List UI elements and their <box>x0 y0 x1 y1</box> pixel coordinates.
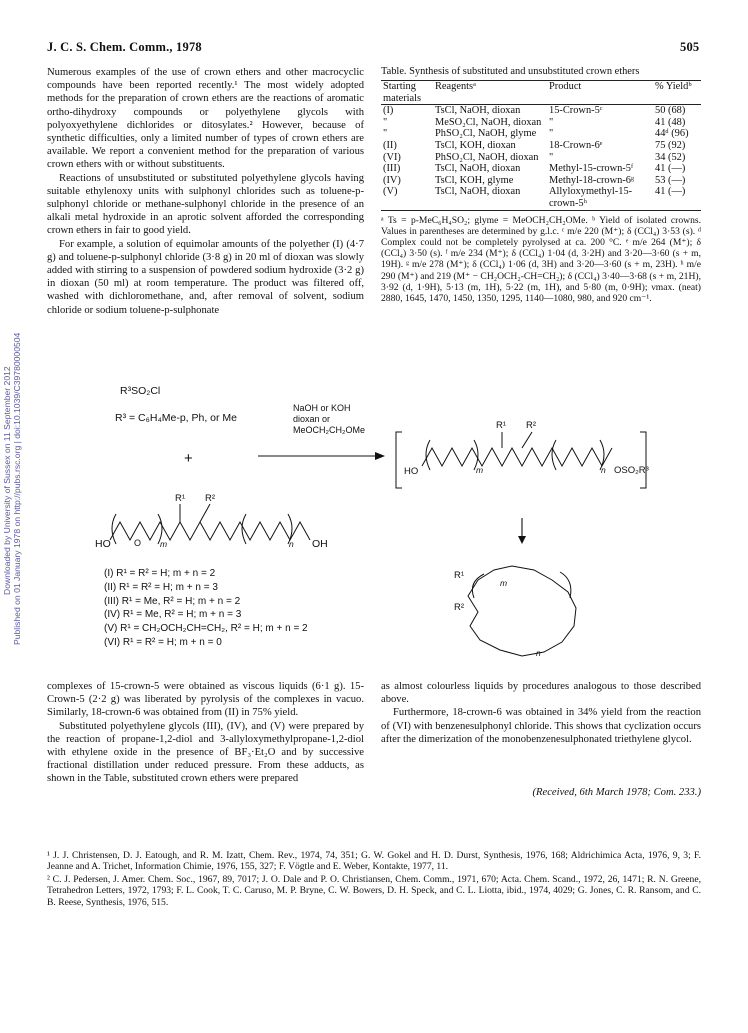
table-cell: 41 (—) <box>655 163 686 175</box>
header-cell: Product <box>549 81 582 92</box>
table-cell: Allyloxymethyl-15-crown-5ʰ <box>549 186 633 209</box>
table-cell: PhSO₂Cl, NaOH, glyme <box>435 128 537 140</box>
intermediate-oso2r3-label: OSO₂R³ <box>614 465 649 476</box>
table-cell: " <box>549 151 554 163</box>
table-row <box>381 117 701 129</box>
table-cell: " <box>383 116 388 128</box>
table-cell: 41 (—) <box>655 186 686 198</box>
received-date: (Received, 6th March 1978; Com. 233.) <box>532 787 701 799</box>
example-paragraph: For example, a solution of equimolar amounts of the polyether (I) (4·7 g) and toluene-p-sulphonyl chloride (3·8 g) in 20 ml of dioxan was slowly added with stirring to a suspension of powdered sodium hydroxide (3·2 g) in dioxan (50 ml) at room temperature. The product was filtered off, washed with dichloromethane, and, after removal of solvent, sodium chloride or sodium toluene-p-sulphonate <box>47 238 364 316</box>
table-cell: Methyl-18-crown-6ᵍ <box>549 174 635 186</box>
pyrolysis-paragraph: complexes of 15-crown-5 were obtained as viscous liquids (6·1 g). 15-Crown-5 (2·2 g) was liberated by pyrolysis of the complexes in vacuo. Similarly, 18-crown-6 was obtained from (II) in 75% yield. <box>47 681 364 719</box>
download-note-line2: Published on 01 January 1978 on http://pubs.rsc.org | doi:10.1039/C39780000504 <box>12 332 22 645</box>
substituted-paragraph: Substituted polyethylene glycols (III), (IV), and (V) were prepared by the reaction of propane-1,2-diol and 3-allyloxymethylpropane-1,2-diol with ethylene oxide in the presence of BF₃·Et₂O and by successive fractional distillation under reduced pressure. From these adducts, as shown in the Table, substituted crown ethers were prepared <box>47 720 364 785</box>
diol-oxygen: O <box>134 538 142 548</box>
table-cell: " <box>549 128 554 140</box>
results-table-block <box>381 66 701 304</box>
compound-list <box>104 567 308 650</box>
method-paragraph: Reactions of unsubstituted or substituted polyethylene glycols having suitable ethylenoxy units with sulphonyl chlorides such as toluene-p-sulphonyl chloride or methane-sulphonyl chloride in the presence of an alkali metal hydroxide in an aprotic solvent afforded the corresponding crown ethers in fair to good yield. <box>47 172 364 237</box>
reference-1: ¹ J. J. Christensen, D. J. Eatough, and R. M. Izatt, Chem. Rev., 1974, 74, 351; G. W. Gokel and H. D. Durst, Synthesis, 1976, 168; Aldrichimica Acta, 1976, 9, 3; F. Jeanne and A. Trichet, Information Chimie, 1976, 155, 327; F. Vögtle and E. Weber, Kontakte, 1977, 11. <box>47 850 701 873</box>
header-cell: % Yieldᵇ <box>655 81 692 92</box>
ring-n-label: n <box>536 648 541 658</box>
compound-vi: (VI) R¹ = R² = H; m + n = 0 <box>104 636 222 648</box>
table-cell: (III) <box>383 163 401 175</box>
compound-ii: (II) R¹ = R² = H; m + n = 3 <box>104 581 218 593</box>
intro-paragraph: Numerous examples of the use of crown ethers and other macrocyclic compounds have been reported recently.¹ The most widely adopted methods for the preparation of crown ethers are the reactions of aromatic ortho-dihydroxy compounds or polyethylene glycols with polyoxyethylene dichlorides or ditosylates.² However, because of synthetic difficulties, only a limited number of types of crown ethers are available. We report a convenient method for the preparation of various crown ethers with or without substituents. <box>47 67 364 171</box>
table-row <box>381 140 701 152</box>
bottom-right-text <box>381 680 701 799</box>
references <box>47 850 701 909</box>
diol-ho-label: HO <box>95 538 111 550</box>
diol-oh-label: OH <box>312 538 328 550</box>
page-number: 505 <box>680 40 700 54</box>
ring-m-label: m <box>500 578 508 588</box>
plus-sign: + <box>184 450 193 467</box>
table-footnotes: ᵃ Ts = p-MeC₆H₄SO₂; glyme = MeOCH₂CH₂OMe. ᵇ Yield of isolated crowns. Values in parentheses are determined by g.l.c. ᶜ m/e 220 (M⁺); δ (CCl₄) 3·53 (s). ᵈ Complex could not be completely pyrolysed at ca. 200 °C. ᵉ m/e 264 (M⁺); δ (CCl₄) 3·50 (s). ᶠ m/e 234 (M⁺); δ (CCl₄) 1·04 (d, 3·2H) and 3·20—3·60 (s + m, 19H). ᵍ m/e 278 (M⁺); δ (CCl₄) 1·06 (d, 3H) and 3·20—3·60 (s + m, 23H). ʰ m/e 290 (M⁺) and 219 (M⁺ − CH₂OCH₂-CH=CH₂); δ (CCl₄) 3·40—3·68 (s + m, 21H), 3·92 (d, 1·9H), 5·13 (m, 1H), 5·22 (m, 1H), and 5·80 (m, 0·9H); νmax. (neat) 2880, 1645, 1470, 1450, 1350, 1295, 1140—1080, 980, and 920 cm⁻¹. <box>381 214 701 304</box>
table-cell: 18-Crown-6ᵉ <box>549 139 603 151</box>
table-cell: 41 (48) <box>655 116 686 128</box>
procedure-paragraph: as almost colourless liquids by procedures analogous to those described above. <box>381 681 701 706</box>
table-cell: " <box>549 116 554 128</box>
table-cell: (V) <box>383 186 398 198</box>
table-cell: TsCl, NaOH, dioxan <box>435 163 521 175</box>
ring-r2-label: R² <box>454 602 465 613</box>
left-column-text <box>47 66 364 317</box>
table-cell: (II) <box>383 139 397 151</box>
intermediate-ho-label: HO <box>404 466 419 477</box>
table-header-row <box>381 81 701 105</box>
table-cell: 53 (—) <box>655 174 686 186</box>
table-row <box>381 105 701 117</box>
r3-definition: R³ = C₆H₄Me-p, Ph, or Me <box>115 412 238 424</box>
results-table <box>381 80 701 211</box>
download-note-line1: Downloaded by University of Sussex on 11 September 2012 <box>2 366 12 595</box>
journal-header: J. C. S. Chem. Comm., 1978 <box>47 40 202 54</box>
condition-line3: MeOCH₂CH₂OMe <box>293 425 365 435</box>
table-cell: (I) <box>383 105 394 117</box>
table-row <box>381 163 701 175</box>
table-cell: TsCl, KOH, glyme <box>435 174 514 186</box>
table-title: Table. Synthesis of substituted and unsubstituted crown ethers <box>381 66 640 77</box>
reaction-arrow <box>258 452 385 460</box>
table-row <box>381 186 701 210</box>
crown-ring-structure <box>468 566 576 656</box>
table-cell: 75 (92) <box>655 139 686 151</box>
intermediate-structure <box>396 432 646 488</box>
table-cell: (IV) <box>383 174 401 186</box>
table-cell: 34 (52) <box>655 151 686 163</box>
table-cell: TsCl, NaOH, dioxan <box>435 186 521 198</box>
table-cell: (VI) <box>383 151 401 163</box>
header-cell: Starting materials <box>383 81 422 104</box>
table-cell: TsCl, KOH, dioxan <box>435 139 516 151</box>
reagent-formula: R³SO₂Cl <box>120 385 161 397</box>
table-cell: " <box>383 128 388 140</box>
diol-n-label: n <box>289 539 294 549</box>
intermediate-r1-label: R¹ <box>496 420 507 431</box>
cyclization-arrow <box>518 518 526 544</box>
table-cell: Methyl-15-crown-5ᶠ <box>549 163 634 175</box>
diol-m-label: m <box>160 539 168 549</box>
reference-2: ² C. J. Pedersen, J. Amer. Chem. Soc., 1967, 89, 7017; J. O. Dale and P. O. Christiansen, Chem. Comm., 1971, 670; Acta. Chem. Scand., 1972, 26, 1471; R. N. Greene, Tetrahedron Letters, 1972, 1793; F. L. Cook, T. C. Caruso, M. P. Bryne, C. W. Bowers, D. H. Speck, and C. L. Liotta, ibid., 1974, 4029; G. Jones, C. R. Ransom, and C. B. Reese, Synthesis, 1976, 515. <box>47 873 701 908</box>
table-row <box>381 175 701 187</box>
compound-i: (I) R¹ = R² = H; m + n = 2 <box>104 568 216 579</box>
table-cell: 44ᵈ (96) <box>655 128 689 140</box>
compound-v: (V) R¹ = CH₂OCH₂CH=CH₂, R² = H; m + n = 2 <box>104 623 308 635</box>
table-cell: 15-Crown-5ᶜ <box>549 105 603 117</box>
compound-iv: (IV) R¹ = Me, R² = H; m + n = 3 <box>104 609 242 621</box>
diol-r2-label: R² <box>205 493 216 504</box>
condition-line1: NaOH or KOH <box>293 403 351 413</box>
table-cell: PhSO₂Cl, NaOH, dioxan <box>435 151 539 163</box>
table-cell: MeSO₂Cl, NaOH, dioxan <box>435 116 542 128</box>
compound-iii: (III) R¹ = Me, R² = H; m + n = 2 <box>104 595 241 607</box>
diol-r1-label: R¹ <box>175 493 186 504</box>
table-cell: 50 (68) <box>655 105 686 117</box>
intermediate-m-label: m <box>476 465 484 475</box>
table-row <box>381 152 701 164</box>
intermediate-n-label: n <box>601 465 606 475</box>
condition-line2: dioxan or <box>293 414 331 424</box>
intermediate-r2-label: R² <box>526 420 537 431</box>
cyclization-paragraph: Furthermore, 18-crown-6 was obtained in 34% yield from the reaction of (VI) with benzenesulphonyl chloride. This shows that cyclization occurs after the dimerization of the monobenzenesulphonated triethylene glycol. <box>381 707 701 745</box>
ring-r1-label: R¹ <box>454 570 465 581</box>
table-cell: TsCl, NaOH, dioxan <box>435 105 521 117</box>
bottom-left-text <box>47 680 364 786</box>
header-cell: Reagentsᵃ <box>435 81 476 92</box>
table-row <box>381 128 701 140</box>
